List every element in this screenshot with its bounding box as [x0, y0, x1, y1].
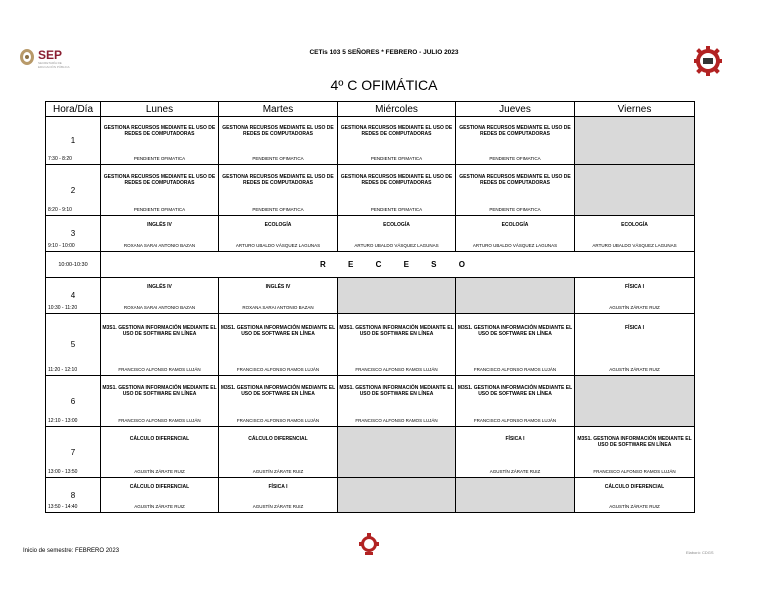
class-cell	[456, 314, 575, 376]
class-cell	[456, 216, 575, 252]
header-row	[46, 102, 695, 117]
hour-time: 11:20 - 12:10	[48, 367, 78, 373]
subject-name: M3S1. GESTIONA INFORMACIÓN MEDIANTE EL USO DE SOFTWARE EN LÍNEA	[457, 325, 573, 338]
empty-cell	[338, 427, 456, 478]
subject-name: M3S1. GESTIONA INFORMACIÓN MEDIANTE EL USO DE SOFTWARE EN LÍNEA	[577, 436, 692, 449]
subject-name: CÁLCULO DIFERENCIAL	[248, 436, 308, 442]
hour-cell	[46, 216, 101, 252]
teacher-name: ARTURO UBALDO VÁSQUEZ LAGUNAS	[472, 243, 558, 248]
hour-cell	[46, 478, 101, 513]
class-cell	[219, 376, 338, 427]
teacher-name: PENDIENTE OFIMATICA	[489, 207, 541, 212]
class-cell	[338, 376, 456, 427]
subject-name: ECOLOGÍA	[264, 222, 292, 228]
class-cell	[101, 478, 219, 513]
teacher-name: FRANCISCO ALFONSO RAMOS LUJÁN	[473, 367, 557, 372]
class-cell	[219, 216, 338, 252]
class-cell	[575, 427, 695, 478]
schedule-row	[46, 376, 695, 427]
subject-name: M3S1. GESTIONA INFORMACIÓN MEDIANTE EL USO DE SOFTWARE EN LÍNEA	[220, 385, 336, 398]
subject-name: GESTIONA RECURSOS MEDIANTE EL USO DE REDES DE COMPUTADORAS	[222, 125, 334, 138]
subject-name: GESTIONA RECURSOS MEDIANTE EL USO DE REDES DE COMPUTADORAS	[222, 174, 334, 187]
class-cell	[575, 278, 695, 314]
teacher-name: FRANCISCO ALFONSO RAMOS LUJÁN	[593, 469, 676, 474]
subject-name: CÁLCULO DIFERENCIAL	[604, 484, 665, 490]
class-cell	[575, 478, 695, 513]
class-cell	[575, 314, 695, 376]
class-cell	[101, 376, 219, 427]
class-cell	[219, 278, 338, 314]
class-cell	[338, 216, 456, 252]
sep-subtitle: SECRETARÍA DE EDUCACIÓN PÚBLICA	[38, 61, 70, 69]
teacher-name: ROXANA SARAI ANTONIO BAZAN	[123, 243, 196, 248]
col-header-tuesday: Martes	[219, 102, 338, 117]
empty-cell	[456, 478, 575, 513]
hour-number: 8	[70, 490, 76, 500]
teacher-name: PENDIENTE OFIMATICA	[370, 156, 423, 161]
col-header-friday: Viernes	[575, 102, 695, 117]
subject-name: FÍSICA I	[268, 484, 288, 490]
class-cell	[101, 427, 219, 478]
header-line: CETis 103 5 SEÑORES * FEBRERO - JULIO 2023	[309, 49, 459, 56]
col-header-thursday: Jueves	[456, 102, 575, 117]
class-cell	[338, 117, 456, 165]
schedule-row	[46, 216, 695, 252]
hour-cell	[46, 376, 101, 427]
teacher-name: AGUSTÍN ZÁRATE RUIZ	[252, 504, 304, 509]
class-cell	[219, 117, 338, 165]
teacher-name: FRANCISCO ALFONSO RAMOS LUJÁN	[118, 418, 201, 423]
subject-name: M3S1. GESTIONA INFORMACIÓN MEDIANTE EL USO DE SOFTWARE EN LÍNEA	[102, 385, 217, 398]
class-cell	[101, 278, 219, 314]
subject-name: ECOLOGÍA	[501, 222, 529, 228]
teacher-name: AGUSTÍN ZÁRATE RUIZ	[609, 504, 660, 509]
hour-cell	[46, 314, 101, 376]
subject-name: GESTIONA RECURSOS MEDIANTE EL USO DE REDES DE COMPUTADORAS	[459, 174, 571, 187]
class-cell	[101, 117, 219, 165]
hour-number: 6	[70, 396, 76, 406]
teacher-name: FRANCISCO ALFONSO RAMOS LUJÁN	[355, 418, 438, 423]
teacher-name: PENDIENTE OFIMATICA	[489, 156, 541, 161]
subject-name: M3S1. GESTIONA INFORMACIÓN MEDIANTE EL USO DE SOFTWARE EN LÍNEA	[102, 325, 217, 338]
class-cell	[219, 314, 338, 376]
teacher-name: AGUSTÍN ZÁRATE RUIZ	[134, 504, 185, 509]
class-cell	[219, 427, 338, 478]
cetis-gear-logo-icon	[693, 45, 723, 77]
empty-cell	[575, 376, 695, 427]
hour-number: 3	[70, 229, 76, 238]
hour-time: 8:20 - 9:10	[48, 207, 72, 213]
hour-number: 7	[70, 447, 76, 457]
class-cell	[456, 165, 575, 216]
col-header-wednesday: Miércoles	[338, 102, 456, 117]
hour-time: 7:30 - 8:20	[48, 156, 72, 162]
hour-cell	[46, 165, 101, 216]
subject-name: INGLÉS IV	[147, 222, 172, 228]
teacher-name: FRANCISCO ALFONSO RAMOS LUJÁN	[355, 367, 438, 372]
hour-number: 4	[70, 291, 76, 300]
teacher-name: FRANCISCO ALFONSO RAMOS LUJÁN	[118, 367, 201, 372]
empty-cell	[575, 117, 695, 165]
hour-number: 1	[70, 136, 76, 145]
recess-row	[46, 252, 695, 278]
subject-name: CÁLCULO DIFERENCIAL	[129, 436, 190, 442]
teacher-name: ARTURO UBALDO VÁSQUEZ LAGUNAS	[592, 243, 677, 248]
teacher-name: FRANCISCO ALFONSO RAMOS LUJÁN	[236, 367, 320, 372]
hour-time: 10:30 - 11:20	[48, 305, 78, 311]
recess-time: 10:00-10:30	[46, 252, 101, 278]
teacher-name: ROXANA SARAI ANTONIO BAZAN	[123, 305, 196, 310]
teacher-name: FRANCISCO ALFONSO RAMOS LUJÁN	[473, 418, 557, 423]
hour-cell	[46, 278, 101, 314]
teacher-name: AGUSTÍN ZÁRATE RUIZ	[252, 469, 304, 474]
subject-name: GESTIONA RECURSOS MEDIANTE EL USO DE REDES DE COMPUTADORAS	[340, 174, 453, 187]
hour-number: 5	[70, 340, 76, 349]
schedule-row	[46, 165, 695, 216]
teacher-name: AGUSTÍN ZÁRATE RUIZ	[609, 367, 660, 372]
schedule-table	[45, 101, 695, 513]
class-cell	[456, 117, 575, 165]
class-cell	[101, 165, 219, 216]
cetis-footer-logo-icon	[358, 532, 380, 558]
empty-cell	[456, 278, 575, 314]
hour-time: 9:10 - 10:00	[48, 243, 75, 249]
subject-name: GESTIONA RECURSOS MEDIANTE EL USO DE REDES DE COMPUTADORAS	[459, 125, 571, 138]
subject-name: FÍSICA I	[625, 284, 644, 290]
class-cell	[219, 478, 338, 513]
schedule-row	[46, 314, 695, 376]
teacher-name: PENDIENTE OFIMATICA	[133, 207, 186, 212]
class-cell	[338, 314, 456, 376]
teacher-name: FRANCISCO ALFONSO RAMOS LUJÁN	[236, 418, 320, 423]
schedule-row	[46, 117, 695, 165]
schedule-row	[46, 478, 695, 513]
hour-cell	[46, 427, 101, 478]
subject-name: GESTIONA RECURSOS MEDIANTE EL USO DE REDES DE COMPUTADORAS	[103, 125, 216, 138]
class-cell	[219, 165, 338, 216]
semester-start: Inicio de semestre: FEBRERO 2023	[23, 548, 120, 554]
teacher-name: AGUSTÍN ZÁRATE RUIZ	[489, 469, 541, 474]
subject-name: FÍSICA I	[505, 436, 525, 442]
class-cell	[338, 165, 456, 216]
subject-name: GESTIONA RECURSOS MEDIANTE EL USO DE REDES DE COMPUTADORAS	[103, 174, 216, 187]
subject-name: FÍSICA I	[625, 325, 644, 331]
class-cell	[101, 314, 219, 376]
subject-name: GESTIONA RECURSOS MEDIANTE EL USO DE REDES DE COMPUTADORAS	[340, 125, 453, 138]
teacher-name: ROXANA SARAI ANTONIO BAZAN	[242, 305, 314, 310]
schedule-row	[46, 278, 695, 314]
teacher-name: AGUSTÍN ZÁRATE RUIZ	[134, 469, 185, 474]
teacher-name: ARTURO UBALDO VÁSQUEZ LAGUNAS	[354, 243, 439, 248]
subject-name: ECOLOGÍA	[383, 222, 410, 228]
subject-name: CÁLCULO DIFERENCIAL	[129, 484, 190, 490]
empty-cell	[338, 278, 456, 314]
hour-time: 13:50 - 14:40	[48, 504, 78, 510]
col-header-monday: Lunes	[101, 102, 219, 117]
subject-name: M3S1. GESTIONA INFORMACIÓN MEDIANTE EL USO DE SOFTWARE EN LÍNEA	[220, 325, 336, 338]
class-cell	[456, 376, 575, 427]
subject-name: INGLÉS IV	[265, 284, 291, 290]
teacher-name: AGUSTÍN ZÁRATE RUIZ	[609, 305, 660, 310]
hour-number: 2	[70, 185, 76, 195]
subject-name: M3S1. GESTIONA INFORMACIÓN MEDIANTE EL USO DE SOFTWARE EN LÍNEA	[339, 385, 454, 398]
teacher-name: PENDIENTE OFIMATICA	[133, 156, 186, 161]
subject-name: M3S1. GESTIONA INFORMACIÓN MEDIANTE EL USO DE SOFTWARE EN LÍNEA	[457, 385, 573, 398]
class-cell	[456, 427, 575, 478]
hour-cell	[46, 117, 101, 165]
hour-time: 12:10 - 13:00	[48, 418, 78, 424]
schedule-row	[46, 427, 695, 478]
subject-name: INGLÉS IV	[147, 284, 172, 290]
empty-cell	[575, 165, 695, 216]
subject-name: ECOLOGÍA	[621, 222, 648, 228]
teacher-name: PENDIENTE OFIMATICA	[252, 156, 304, 161]
subject-name: M3S1. GESTIONA INFORMACIÓN MEDIANTE EL USO DE SOFTWARE EN LÍNEA	[339, 325, 454, 338]
teacher-name: PENDIENTE OFIMATICA	[370, 207, 423, 212]
teacher-name: ARTURO UBALDO VÁSQUEZ LAGUNAS	[235, 243, 321, 248]
col-header-hour: Hora/Día	[46, 102, 101, 117]
hour-time: 13:00 - 13:50	[48, 469, 78, 475]
empty-cell	[338, 478, 456, 513]
credit-text: Elaboró: CDGS	[686, 550, 714, 555]
class-cell	[101, 216, 219, 252]
class-cell	[575, 216, 695, 252]
page-title: 4º C OFIMÁTICA	[330, 77, 438, 93]
teacher-name: PENDIENTE OFIMATICA	[252, 207, 304, 212]
recess-label: R E C E S O	[101, 252, 695, 278]
sep-name: SEP	[38, 48, 63, 62]
